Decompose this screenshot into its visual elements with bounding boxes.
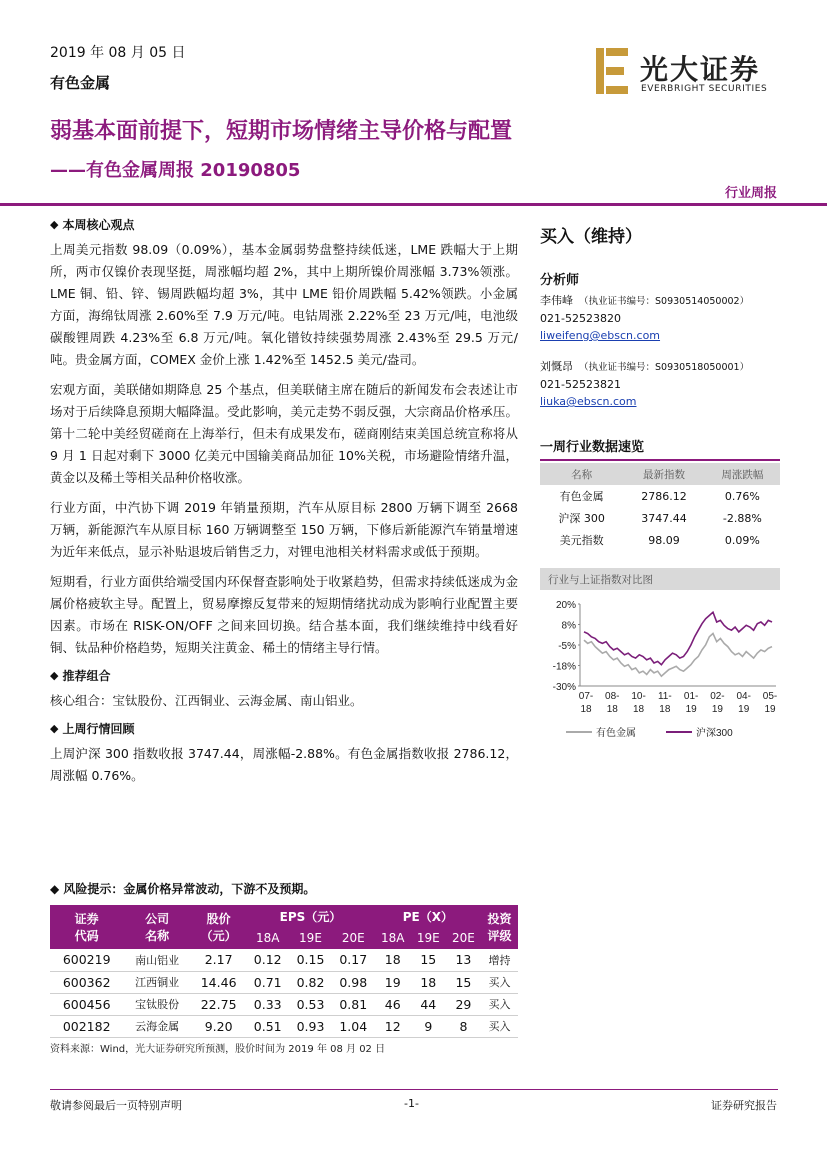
legend-label: 有色金属: [596, 728, 636, 739]
cell-pe: 19: [375, 971, 411, 993]
pe-year-header: 20E: [446, 927, 481, 949]
core-paragraph-3: 行业方面，中汽协下调 2019 年销量预期，汽车从原目标 2800 万辆下调至 2668 万辆，新能源汽车从原目标 160 万辆调整至 150 万辆，下修后新能源汽车销量增速为近年来低点，显示补贴退坡后销售乏力，对锂电池相关材料需求或低于预期。: [50, 500, 518, 559]
cell-price: 2.17: [191, 949, 246, 971]
sector-label: 有色金属: [50, 74, 111, 92]
cell-eps: 0.51: [246, 1015, 289, 1037]
cell-pe: 13: [446, 949, 481, 971]
x-tick-label: 19: [764, 704, 776, 715]
stats-heading: 一周行业数据速览: [540, 436, 780, 461]
section-portfolio-heading: ◆ 推荐组合: [50, 669, 111, 683]
eps-year-header: 20E: [332, 927, 375, 949]
x-tick-label: 19: [738, 704, 750, 715]
col-eps-header: EPS（元）: [246, 905, 374, 927]
col-rating-header: 投资 评级: [481, 905, 518, 949]
cell-eps: 0.98: [332, 971, 375, 993]
cell-pe: 18: [411, 971, 446, 993]
investment-rating: 买入（维持）: [540, 227, 642, 247]
cell-name: 云海金属: [123, 1015, 191, 1037]
cell-name: 宝钛股份: [123, 993, 191, 1015]
x-tick-label: 18: [659, 704, 671, 715]
cell-eps: 0.15: [289, 949, 332, 971]
core-paragraph-4: 短期看，行业方面供给端受国内环保督查影响处于收紧趋势，但需求持续低迷成为金属价格疲软主导。配置上，贸易摩擦反复带来的短期情绪扰动成为影响行业配置主要因素。市场在 RISK-ON/OFF 之间来回切换。结合基本面，我们继续维持中线看好铜、钛品种价格趋势，短期关注黄金、稀土的情绪主导行情。: [50, 574, 518, 655]
x-tick-label: 11-: [657, 691, 672, 702]
stats-col-header: 最新指数: [623, 463, 704, 485]
y-tick-label: 20%: [555, 600, 576, 611]
cell-price: 14.46: [191, 971, 246, 993]
cell-pe: 15: [411, 949, 446, 971]
x-tick-label: 01-: [683, 691, 699, 702]
table-row: [50, 971, 518, 993]
analyst-phone: 021-52523820: [540, 312, 621, 325]
x-tick-label: 18: [580, 704, 592, 715]
x-tick-label: 07-: [578, 691, 594, 702]
table-source-note: 资料来源：Wind，光大证券研究所预测，股价时间为 2019 年 08 月 02 日: [50, 1044, 386, 1055]
stats-col-header: 名称: [540, 463, 623, 485]
pe-year-header: 18A: [375, 927, 411, 949]
cell-rating: 买入: [481, 1015, 518, 1037]
cell-name: 南山铝业: [123, 949, 191, 971]
col-company-header: 公司 名称: [123, 905, 191, 949]
x-tick-label: 18: [633, 704, 645, 715]
col-code-header: 证券 代码: [50, 905, 123, 949]
analyst-phone: 021-52523821: [540, 378, 621, 391]
footer-disclaimer: 敬请参阅最后一页特别声明: [50, 1099, 182, 1112]
y-tick-label: -5%: [558, 641, 576, 652]
cell-rating: 增持: [481, 949, 518, 971]
valuation-table: [50, 905, 518, 1038]
cell-code: 600219: [50, 949, 123, 971]
comparison-chart-svg: [540, 594, 780, 744]
header-divider: [0, 203, 827, 206]
y-tick-label: -30%: [552, 682, 576, 693]
table-row: 沪深 300 3747.44 -2.88%: [558, 511, 762, 525]
table-row: 有色金属 2786.12 0.76%: [559, 489, 760, 503]
stats-col-header: 周涨跌幅: [705, 463, 780, 485]
cell-eps: 0.93: [289, 1015, 332, 1037]
table-row: [50, 1015, 518, 1037]
cell-eps: 0.81: [332, 993, 375, 1015]
cell-name: 江西铜业: [123, 971, 191, 993]
report-type-tag: 行业周报: [724, 186, 777, 201]
x-tick-label: 19: [685, 704, 697, 715]
cell-eps: 0.71: [246, 971, 289, 993]
cell-code: 600362: [50, 971, 123, 993]
eps-year-header: 19E: [289, 927, 332, 949]
col-pe-header: PE（X）: [375, 905, 481, 927]
section-review-heading: ◆ 上周行情回顾: [50, 722, 135, 736]
analyst-cert: （执业证书编号：S0930518050001）: [579, 362, 750, 373]
footer-divider: [50, 1089, 778, 1090]
cell-pe: 15: [446, 971, 481, 993]
cell-pe: 46: [375, 993, 411, 1015]
cell-eps: 0.12: [246, 949, 289, 971]
cell-eps: 1.04: [332, 1015, 375, 1037]
table-row: 美元指数 98.09 0.09%: [559, 533, 760, 547]
cell-code: 002182: [50, 1015, 123, 1037]
diamond-icon: ◆: [50, 882, 60, 896]
main-column: [50, 216, 518, 795]
x-tick-label: 02-: [710, 691, 725, 702]
cell-pe: 44: [411, 993, 446, 1015]
legend-label: 沪深300: [696, 728, 733, 739]
diamond-icon: ◆: [50, 669, 59, 682]
diamond-icon: ◆: [50, 722, 59, 735]
report-title: 弱基本面前提下，短期市场情绪主导价格与配置: [50, 119, 513, 144]
analyst-heading: 分析师: [540, 273, 580, 288]
review-text: 上周沪深 300 指数收报 3747.44，周涨幅-2.88%。有色金属指数收报 2786.12，周涨幅 0.76%。: [50, 746, 518, 783]
analyst-name: 李伟峰: [540, 294, 573, 307]
weekly-stats-table: [540, 463, 780, 551]
portfolio-text: 核心组合：宝钛股份、江西铜业、云海金属、南山铝业。: [50, 693, 363, 708]
cell-eps: 0.33: [246, 993, 289, 1015]
analyst-email-link[interactable]: liweifeng@ebscn.com: [540, 329, 661, 342]
cell-code: 600456: [50, 993, 123, 1015]
cell-rating: 买入: [481, 971, 518, 993]
y-tick-label: 8%: [561, 620, 576, 632]
cell-pe: 29: [446, 993, 481, 1015]
risk-warning: ◆ 风险提示：金属价格异常波动，下游不及预期。: [50, 882, 316, 896]
logo-text-en: EVERBRIGHT SECURITIES: [641, 84, 768, 94]
company-logo: [596, 46, 776, 98]
report-date: 2019 年 08 月 05 日: [50, 45, 186, 61]
x-tick-label: 05-: [762, 691, 778, 702]
x-tick-label: 08-: [605, 691, 620, 702]
chart-heading: 行业与上证指数对比图: [540, 568, 780, 590]
y-tick-label: -18%: [552, 661, 576, 673]
diamond-icon: ◆: [50, 218, 59, 231]
x-tick-label: 19: [711, 704, 723, 715]
everbright-logo-icon: [596, 48, 630, 94]
cell-pe: 12: [375, 1015, 411, 1037]
cell-eps: 0.53: [289, 993, 332, 1015]
cell-price: 9.20: [191, 1015, 246, 1037]
analyst-block: [540, 292, 780, 410]
core-paragraph-2: 宏观方面，美联储如期降息 25 个基点，但美联储主席在随后的新闻发布会表述让市场对于后续降息预期大幅降温。受此影响，美元走势不弱反强，大宗商品价格承压。第十二轮中美经贸磋商在上海举行，但未有成果发布，磋商刚结束美国总统宣称将从 9 月 1 日起对剩下 3000 亿美元中国输美商品加征 10%关税，市场避险情绪升温，黄金以及稀土等相关品种价格收涨。: [50, 382, 518, 485]
analyst-name: 刘慨昂: [540, 360, 573, 373]
x-tick-label: 18: [606, 704, 618, 715]
x-tick-label: 10-: [631, 691, 646, 702]
series-line-沪深300: [584, 612, 772, 665]
core-paragraph-1: 上周美元指数 98.09（0.09%），基本金属弱势盘整持续低迷，LME 跌幅大于上期所，两市仅镍价表现坚挺，周涨幅均超 2%，其中上期所镍价周涨幅 3.73%领涨。LME 铜、铅、锌、锡周跌幅均超 3%，其中 LME 铅价周跌幅 5.42%领跌。小金属方面，海绵钛周涨 2.60%至 7.9 万元/吨。电钴周涨 2.22%至 23 万元/吨，电池级碳酸锂周跌 4.23%至 6.8 万元/吨。氧化镨钕持续强势周涨 2.43%至 29.5 万元/吨。贵金属方面，COMEX 金价上涨 1.42%至 1452.5 美元/盎司。: [50, 242, 518, 367]
cell-pe: 8: [446, 1015, 481, 1037]
x-tick-label: 04-: [736, 691, 751, 702]
cell-pe: 18: [375, 949, 411, 971]
section-core-heading: ◆ 本周核心观点: [50, 218, 135, 232]
report-subtitle: ——有色金属周报 20190805: [50, 160, 301, 181]
analyst-cert: （执业证书编号：S0930514050002）: [579, 296, 750, 307]
col-price-header: 股价 （元）: [191, 905, 246, 949]
cell-price: 22.75: [191, 993, 246, 1015]
cell-eps: 0.17: [332, 949, 375, 971]
table-row: [50, 949, 518, 971]
cell-rating: 买入: [481, 993, 518, 1015]
page-number: -1-: [404, 1097, 419, 1110]
logo-text-cn: 光大证券: [640, 53, 761, 86]
eps-year-header: 18A: [246, 927, 289, 949]
cell-pe: 9: [411, 1015, 446, 1037]
pe-year-header: 19E: [411, 927, 446, 949]
cell-eps: 0.82: [289, 971, 332, 993]
sidebar: [540, 222, 780, 551]
footer-doc-type: 证券研究报告: [711, 1099, 777, 1112]
analyst-email-link[interactable]: liuka@ebscn.com: [540, 395, 637, 408]
table-row: [50, 993, 518, 1015]
series-line-有色金属: [584, 634, 772, 677]
comparison-chart: [540, 594, 780, 744]
